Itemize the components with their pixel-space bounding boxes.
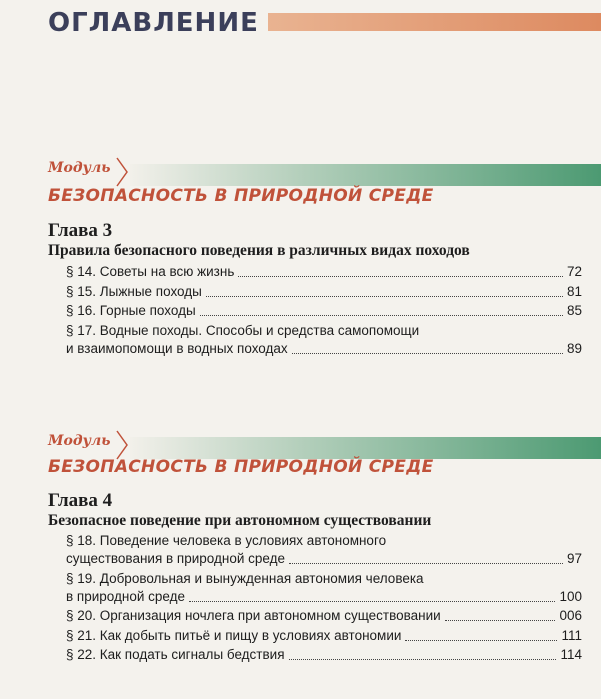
module-title: БЕЗОПАСНОСТЬ В ПРИРОДНОЙ СРЕДЕ xyxy=(48,457,434,477)
dot-leader xyxy=(238,276,563,277)
chapter-subtitle: Правила безопасного поведения в различных видах походов xyxy=(48,242,470,259)
page-number: 72 xyxy=(566,264,582,279)
toc-entry-text: § 17. Водные походы. Способы и средства самопомощи xyxy=(66,323,420,338)
toc-entry-text: в природной среде xyxy=(66,589,185,604)
module-title: БЕЗОПАСНОСТЬ В ПРИРОДНОЙ СРЕДЕ xyxy=(48,186,434,206)
module-label: Модуль xyxy=(48,433,111,449)
module-decor-bar xyxy=(130,164,601,186)
page-number: 85 xyxy=(566,303,582,318)
page-number: 006 xyxy=(559,608,582,623)
toc-entry[interactable] xyxy=(66,532,582,568)
toc-entry-text: § 21. Как добыть питьё и пищу в условиях автономии xyxy=(66,628,402,643)
toc-entry-text: § 18. Поведение человека в условиях автономного xyxy=(66,533,387,548)
toc-entry-text: § 16. Горные походы xyxy=(66,303,196,318)
toc-entry-text: и взаимопомощи в водных походах xyxy=(66,341,288,356)
toc-entry-text: § 15. Лыжные походы xyxy=(66,284,202,299)
chapter-title: Глава 4 xyxy=(48,490,113,511)
page-number: 114 xyxy=(560,647,582,662)
page-number: 111 xyxy=(561,628,582,643)
chapter-title: Глава 3 xyxy=(48,220,113,241)
title-decor-bar xyxy=(268,13,601,31)
dot-leader xyxy=(289,659,557,660)
module-header xyxy=(48,160,601,186)
toc-entry[interactable] xyxy=(66,302,582,320)
toc-entry-text: § 22. Как подать сигналы бедствия xyxy=(66,647,285,662)
toc-entry[interactable] xyxy=(66,607,582,625)
toc-entry[interactable] xyxy=(66,570,582,606)
module-header xyxy=(48,433,601,459)
dot-leader xyxy=(206,296,563,297)
toc-entry[interactable] xyxy=(66,283,582,301)
dot-leader xyxy=(405,640,557,641)
dot-leader xyxy=(289,563,563,564)
toc-entry[interactable] xyxy=(66,646,582,664)
toc-entry-text: § 20. Организация ночлега при автономном существовании xyxy=(66,608,441,623)
toc-entry[interactable] xyxy=(66,627,582,645)
page-number: 100 xyxy=(559,589,582,604)
toc-entry-text: § 19. Добровольная и вынужденная автономия человека xyxy=(66,571,424,586)
dot-leader xyxy=(200,315,563,316)
dot-leader xyxy=(445,620,556,621)
toc-entry-text: § 14. Советы на всю жизнь xyxy=(66,264,235,279)
toc-entry[interactable] xyxy=(66,322,582,358)
page-number: 81 xyxy=(566,284,582,299)
module-label: Модуль xyxy=(48,160,111,176)
dot-leader xyxy=(292,353,563,354)
toc-entry-text: существования в природной среде xyxy=(66,551,285,566)
chapter-subtitle: Безопасное поведение при автономном существовании xyxy=(48,512,432,529)
page-number: 97 xyxy=(566,551,582,566)
dot-leader xyxy=(189,601,555,602)
toc-entry[interactable] xyxy=(66,263,582,281)
module-decor-bar xyxy=(130,437,601,459)
page-title: ОГЛАВЛЕНИЕ xyxy=(48,8,259,38)
chevron-right-icon xyxy=(115,156,129,188)
page-number: 89 xyxy=(566,341,582,356)
